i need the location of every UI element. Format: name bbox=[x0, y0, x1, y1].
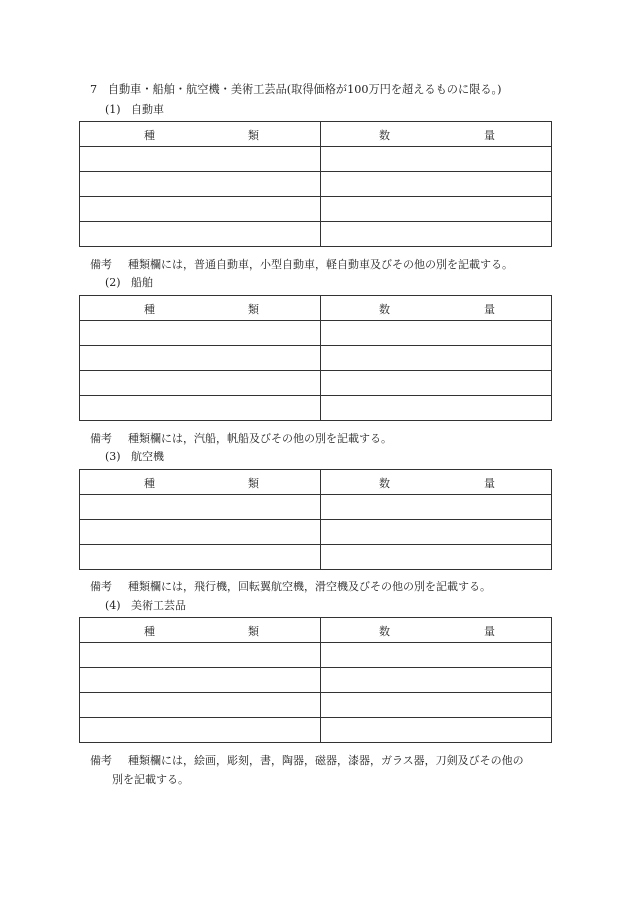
automobile-table bbox=[79, 121, 552, 247]
quantity-cell[interactable] bbox=[321, 172, 552, 197]
kind-cell[interactable] bbox=[80, 520, 321, 545]
subsection-title: 航空機 bbox=[131, 450, 164, 463]
ship-note bbox=[90, 430, 392, 446]
kind-cell[interactable] bbox=[80, 197, 321, 222]
kind-cell[interactable] bbox=[80, 371, 321, 396]
quantity-cell[interactable] bbox=[321, 693, 552, 718]
table-row bbox=[80, 545, 552, 570]
subsection-number: (1) bbox=[105, 103, 121, 116]
table-row bbox=[80, 693, 552, 718]
quantity-cell[interactable] bbox=[321, 643, 552, 668]
note-text: 種類欄には，絵画，彫刻，書，陶器，磁器，漆器，ガラス器，刀剣及びその他の bbox=[128, 754, 524, 767]
quantity-column-header: 数 量 bbox=[321, 618, 552, 643]
art-crafts-note bbox=[90, 752, 524, 768]
automobile-note bbox=[90, 256, 513, 272]
kind-cell[interactable] bbox=[80, 668, 321, 693]
kind-cell[interactable] bbox=[80, 643, 321, 668]
note-text: 種類欄には，汽船，帆船及びその他の別を記載する。 bbox=[128, 432, 392, 445]
art-crafts-table bbox=[79, 617, 552, 743]
table-row bbox=[80, 643, 552, 668]
note-label: 備考 bbox=[90, 580, 112, 593]
subsection-title: 美術工芸品 bbox=[131, 599, 186, 612]
table-header-row bbox=[80, 470, 552, 495]
section-title: 自動車・船舶・航空機・美術工芸品(取得価格が100万円を超えるものに限る。) bbox=[107, 83, 502, 96]
table-row bbox=[80, 147, 552, 172]
table-row bbox=[80, 197, 552, 222]
kind-column-header: 種 類 bbox=[80, 296, 321, 321]
kind-cell[interactable] bbox=[80, 545, 321, 570]
table-row bbox=[80, 321, 552, 346]
note-label: 備考 bbox=[90, 754, 112, 767]
kind-cell[interactable] bbox=[80, 172, 321, 197]
quantity-column-header: 数 量 bbox=[321, 296, 552, 321]
kind-cell[interactable] bbox=[80, 396, 321, 421]
section-number: 7 bbox=[90, 83, 98, 96]
quantity-cell[interactable] bbox=[321, 396, 552, 421]
table-row bbox=[80, 172, 552, 197]
quantity-cell[interactable] bbox=[321, 371, 552, 396]
kind-cell[interactable] bbox=[80, 718, 321, 743]
note-label: 備考 bbox=[90, 432, 112, 445]
quantity-cell[interactable] bbox=[321, 321, 552, 346]
subsection-number: (4) bbox=[105, 599, 121, 612]
ship-table bbox=[79, 295, 552, 421]
subsection-title: 自動車 bbox=[131, 103, 164, 116]
subsection-number: (3) bbox=[105, 450, 121, 463]
quantity-cell[interactable] bbox=[321, 147, 552, 172]
subsection-heading-automobile bbox=[105, 101, 164, 117]
table-header-row bbox=[80, 618, 552, 643]
table-row bbox=[80, 222, 552, 247]
table-row bbox=[80, 346, 552, 371]
aircraft-note bbox=[90, 578, 491, 594]
quantity-cell[interactable] bbox=[321, 520, 552, 545]
note-text-continued: 別を記載する。 bbox=[112, 773, 189, 786]
table-row bbox=[80, 520, 552, 545]
quantity-cell[interactable] bbox=[321, 197, 552, 222]
art-crafts-note-continued bbox=[112, 771, 189, 787]
note-text: 種類欄には，普通自動車，小型自動車，軽自動車及びその他の別を記載する。 bbox=[128, 258, 513, 271]
kind-cell[interactable] bbox=[80, 321, 321, 346]
subsection-title: 船舶 bbox=[131, 276, 153, 289]
table-row bbox=[80, 668, 552, 693]
kind-column-header: 種 類 bbox=[80, 618, 321, 643]
quantity-cell[interactable] bbox=[321, 668, 552, 693]
subsection-heading-ship bbox=[105, 274, 153, 290]
subsection-heading-art-crafts bbox=[105, 597, 186, 613]
kind-column-header: 種 類 bbox=[80, 122, 321, 147]
table-row bbox=[80, 718, 552, 743]
table-header-row bbox=[80, 296, 552, 321]
quantity-cell[interactable] bbox=[321, 545, 552, 570]
quantity-column-header: 数 量 bbox=[321, 470, 552, 495]
aircraft-table bbox=[79, 469, 552, 570]
subsection-heading-aircraft bbox=[105, 448, 164, 464]
table-row bbox=[80, 371, 552, 396]
table-header-row bbox=[80, 122, 552, 147]
kind-cell[interactable] bbox=[80, 346, 321, 371]
table-row bbox=[80, 396, 552, 421]
kind-cell[interactable] bbox=[80, 693, 321, 718]
quantity-cell[interactable] bbox=[321, 495, 552, 520]
subsection-number: (2) bbox=[105, 276, 121, 289]
quantity-cell[interactable] bbox=[321, 222, 552, 247]
kind-column-header: 種 類 bbox=[80, 470, 321, 495]
quantity-cell[interactable] bbox=[321, 718, 552, 743]
note-label: 備考 bbox=[90, 258, 112, 271]
kind-cell[interactable] bbox=[80, 147, 321, 172]
section-heading bbox=[90, 81, 501, 97]
note-text: 種類欄には，飛行機，回転翼航空機，滑空機及びその他の別を記載する。 bbox=[128, 580, 491, 593]
quantity-cell[interactable] bbox=[321, 346, 552, 371]
kind-cell[interactable] bbox=[80, 222, 321, 247]
quantity-column-header: 数 量 bbox=[321, 122, 552, 147]
kind-cell[interactable] bbox=[80, 495, 321, 520]
table-row bbox=[80, 495, 552, 520]
